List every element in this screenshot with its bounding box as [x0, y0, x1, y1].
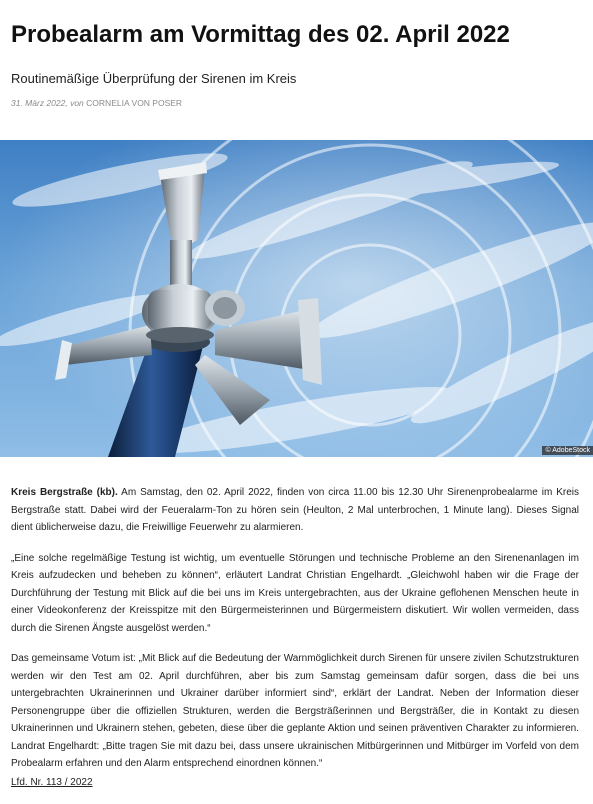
siren-photo — [0, 140, 593, 457]
dateline: Kreis Bergstraße (kb). — [11, 487, 118, 498]
reference-number-link[interactable]: Lfd. Nr. 113 / 2022 — [11, 777, 93, 788]
image-credit: © AdobeStock — [542, 446, 593, 455]
paragraph — [11, 550, 579, 638]
article-subtitle: Routinemäßige Überprüfung der Sirenen im Kreis — [11, 71, 297, 86]
article-body — [11, 484, 579, 786]
meta-separator: , — [65, 98, 71, 108]
author-name: CORNELIA VON POSER — [86, 98, 183, 108]
article-title: Probealarm am Vormittag des 02. April 2022 — [11, 21, 510, 48]
paragraph-text: Das gemeinsame Votum ist: „Mit Blick auf die Bedeutung der Warnmöglichkeit durch Sirenen für unsere zivilen Schutzstrukturen werden wir den Test am 02. April durchführen, aber bis zum Samstag gemeinsam dafür sorgen, dass die bei uns untergebrachten Ukrainerinnen und Ukrainer darüber informiert sind“, erklärt der Landrat. Neben der Information dieser Personengruppe über die offiziellen Strukturen, werden die Bergsträßerinnen und Bergsträßer, die in Kontakt zu diesen Ukrainerinnen und Ukrainern stehen, gebeten, diese über die geplante Aktion und seinen präventiven Charakter zu informieren. Landrat Engelhardt: „Bitte tragen Sie mit dazu bei, dass unsere ukrainischen Mitbürgerinnen und Mitbürger im Vorfeld von dem Probealarm erfahren und den Alarm entsprechend einordnen können.“ — [11, 653, 579, 769]
article-meta — [11, 98, 182, 109]
paragraph-text: „Eine solche regelmäßige Testung ist wichtig, um eventuelle Störungen und technische Probleme an den Sirenenanlagen im Kreis aufzudecken und beheben zu können“, erläutert Landrat Christian Engelhardt. „Gleichwohl haben wir die Frage der Durchführung der Testung mit Blick auf die bei uns im Kreis untergebrachten, aus der Ukraine geflohenen Menschen heute in einer Videokonferenz der Kreisspitze mit den Bürgermeisterinnen und Bürgermeistern diskutiert. Wir wollen vermeiden, dass durch die Sirenen Ängste ausgelöst werden.“ — [11, 552, 579, 634]
paragraph — [11, 484, 579, 537]
hero-image — [0, 140, 593, 457]
publish-date: 31. März 2022 — [11, 98, 66, 108]
paragraph-text: Am Samstag, den 02. April 2022, finden von circa 11.00 bis 12.30 Uhr Sirenenprobealarme im Kreis Bergstraße statt. Dabei wird der Feueralarm-Ton zu hören sein (Heulton, 2 Mal unterbrochen, 1 Minute lang). Dieses Signal dient üblicherweise dazu, die Freiwillige Feuerwehr zu alarmieren. — [11, 487, 579, 533]
byline-prefix: von — [70, 98, 84, 108]
paragraph — [11, 650, 579, 773]
